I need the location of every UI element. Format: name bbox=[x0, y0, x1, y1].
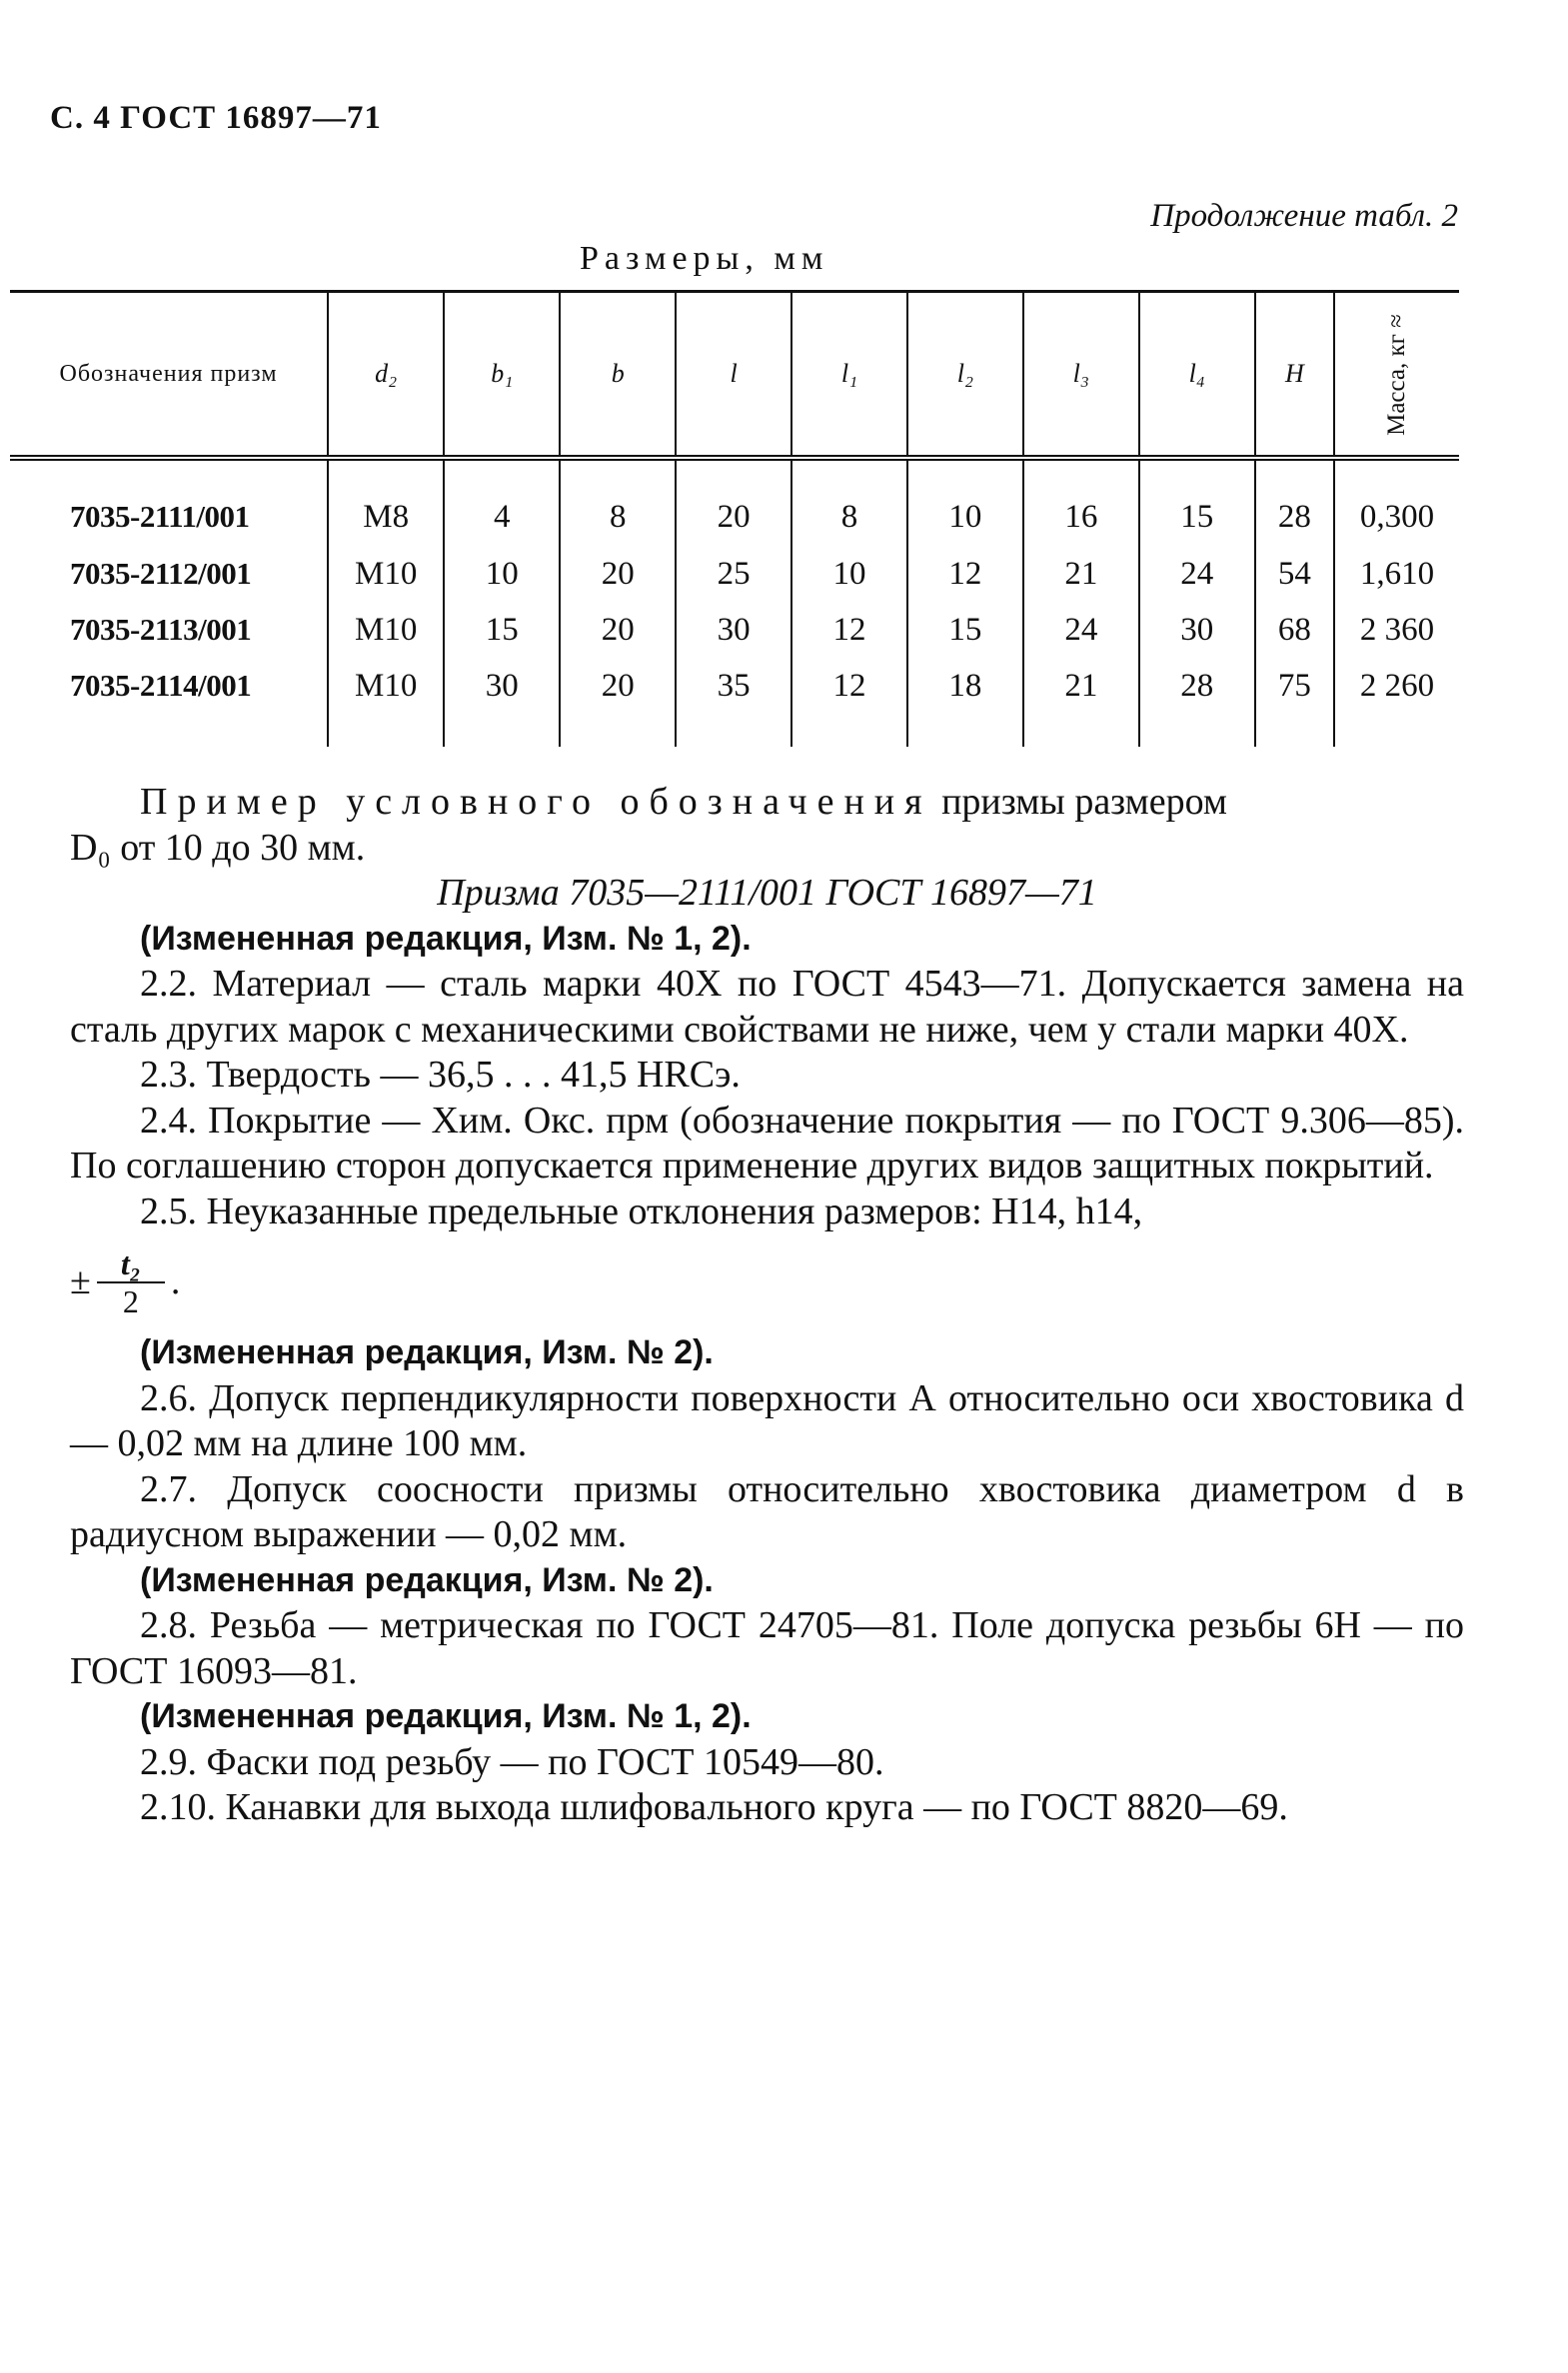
column-header: d₂ bbox=[328, 292, 444, 459]
table-cell: 7035-2112/001 bbox=[70, 556, 252, 591]
table-cell: 25 bbox=[676, 546, 791, 602]
clause-2-4: 2.4. Покрытие — Хим. Окс. прм (обозначение покрытия — по ГОСТ 9.306—85). По соглашению сторон допускается применение других видов защитных покрытий. bbox=[70, 1099, 1464, 1186]
table-cell: 7035-2114/001 bbox=[70, 668, 252, 703]
table-cell: 24 bbox=[1023, 602, 1139, 658]
column-header: l bbox=[676, 292, 791, 459]
table-cell: 28 bbox=[1255, 458, 1334, 546]
clause-2-10: 2.10. Канавки для выхода шлифовального круга — по ГОСТ 8820—69. bbox=[140, 1786, 1288, 1828]
fraction bbox=[97, 1245, 165, 1319]
table-cell: 15 bbox=[1139, 458, 1255, 546]
fraction-denominator: 2 bbox=[122, 1283, 139, 1319]
column-header: l₁ bbox=[791, 292, 907, 459]
clause-2-5: 2.5. Неуказанные предельные отклонения размеров: H14, h14, bbox=[140, 1189, 1143, 1232]
column-header-mass bbox=[1334, 292, 1459, 459]
table-row bbox=[10, 546, 1459, 602]
amendment-note: (Измененная редакция, Изм. № 1, 2). bbox=[140, 919, 752, 958]
table-cell: 30 bbox=[1139, 602, 1255, 658]
example-rest-text: призмы размером bbox=[941, 781, 1227, 823]
table-cell: 20 bbox=[560, 546, 676, 602]
table-cell: 21 bbox=[1023, 546, 1139, 602]
clause-2-3: 2.3. Твердость — 36,5 . . . 41,5 HRCэ. bbox=[140, 1054, 741, 1096]
table-cell: 16 bbox=[1023, 458, 1139, 546]
clause-2-2: 2.2. Материал — сталь марки 40Х по ГОСТ 4543—71. Допускается замена на сталь других марок с механическими свойствами не ниже, чем у стали марки 40Х. bbox=[70, 963, 1464, 1051]
column-header: H bbox=[1255, 292, 1334, 459]
table-cell: 21 bbox=[1023, 658, 1139, 747]
table-cell: 28 bbox=[1139, 658, 1255, 747]
clause-2-6: 2.6. Допуск перпендикулярности поверхности А относительно оси хвостовика d — 0,02 мм на длине 100 мм. bbox=[70, 1376, 1464, 1464]
column-header: b₁ bbox=[444, 292, 560, 459]
amendment-note: (Измененная редакция, Изм. № 2). bbox=[140, 1560, 714, 1599]
table-cell: 12 bbox=[791, 602, 907, 658]
table-cell: 75 bbox=[1255, 658, 1334, 747]
table-cell: 2 360 bbox=[1334, 602, 1459, 658]
table-cell: M10 bbox=[328, 658, 444, 747]
table-cell: 15 bbox=[907, 602, 1023, 658]
amendment-note: (Измененная редакция, Изм. № 1, 2). bbox=[140, 1697, 752, 1735]
column-header: l₂ bbox=[907, 292, 1023, 459]
fraction-numerator: t₂ bbox=[97, 1245, 165, 1283]
column-header: Обозначения призм bbox=[10, 292, 328, 459]
table-units-caption: Размеры, мм bbox=[580, 240, 829, 277]
table-cell: 24 bbox=[1139, 546, 1255, 602]
example-line-2: D₀ от 10 до 30 мм. bbox=[70, 826, 366, 869]
plus-minus-sign: ± bbox=[70, 1260, 91, 1303]
table-cell: 15 bbox=[444, 602, 560, 658]
table-cell: 4 bbox=[444, 458, 560, 546]
table-cell: 2 260 bbox=[1334, 658, 1459, 747]
table-cell: 8 bbox=[560, 458, 676, 546]
table-cell: M10 bbox=[328, 602, 444, 658]
table-row bbox=[10, 458, 1459, 546]
table-cell: 1,610 bbox=[1334, 546, 1459, 602]
table-cell: 30 bbox=[444, 658, 560, 747]
document-body bbox=[70, 780, 1464, 1831]
clause-2-7: 2.7. Допуск соосности призмы относительно хвостовика диаметром d в радиусном выражении — 0,02 мм. bbox=[70, 1467, 1464, 1555]
table-cell: 12 bbox=[907, 546, 1023, 602]
table-cell: M10 bbox=[328, 546, 444, 602]
example-paragraph bbox=[70, 780, 1464, 826]
mass-header-text: Масса, кг ≈ bbox=[1383, 314, 1411, 436]
prism-dimensions-table bbox=[10, 290, 1459, 747]
tolerance-formula bbox=[70, 1234, 1464, 1330]
table-cell: 10 bbox=[791, 546, 907, 602]
table-header-row bbox=[10, 292, 1459, 459]
clause-2-9: 2.9. Фаски под резьбу — по ГОСТ 10549—80. bbox=[140, 1740, 884, 1783]
column-header: b bbox=[560, 292, 676, 459]
example-designation: Призма 7035—2111/001 ГОСТ 16897—71 bbox=[437, 872, 1097, 914]
table-cell: 68 bbox=[1255, 602, 1334, 658]
table-cell: 10 bbox=[907, 458, 1023, 546]
table-cell: 7035-2111/001 bbox=[70, 499, 250, 534]
table-cell: 35 bbox=[676, 658, 791, 747]
example-spaced-text: Пример условного обозначения bbox=[140, 781, 932, 823]
amendment-note: (Измененная редакция, Изм. № 2). bbox=[140, 1333, 714, 1371]
table-cell: 20 bbox=[676, 458, 791, 546]
table-cell: M8 bbox=[328, 458, 444, 546]
table-cell: 20 bbox=[560, 602, 676, 658]
page-header: С. 4 ГОСТ 16897—71 bbox=[50, 100, 382, 136]
table-row bbox=[10, 602, 1459, 658]
table-cell: 10 bbox=[444, 546, 560, 602]
table-cell: 8 bbox=[791, 458, 907, 546]
table-cell: 7035-2113/001 bbox=[70, 612, 252, 647]
table-cell: 54 bbox=[1255, 546, 1334, 602]
table-continuation-label: Продолжение табл. 2 bbox=[1150, 198, 1458, 234]
table-cell: 18 bbox=[907, 658, 1023, 747]
table-cell: 30 bbox=[676, 602, 791, 658]
table-cell: 20 bbox=[560, 658, 676, 747]
formula-period: . bbox=[170, 1260, 181, 1303]
column-header: l₄ bbox=[1139, 292, 1255, 459]
table-cell: 0,300 bbox=[1334, 458, 1459, 546]
table-row bbox=[10, 658, 1459, 747]
table-cell: 12 bbox=[791, 658, 907, 747]
clause-2-8: 2.8. Резьба — метрическая по ГОСТ 24705—81. Поле допуска резьбы 6Н — по ГОСТ 16093—81. bbox=[70, 1604, 1464, 1692]
column-header: l₃ bbox=[1023, 292, 1139, 459]
